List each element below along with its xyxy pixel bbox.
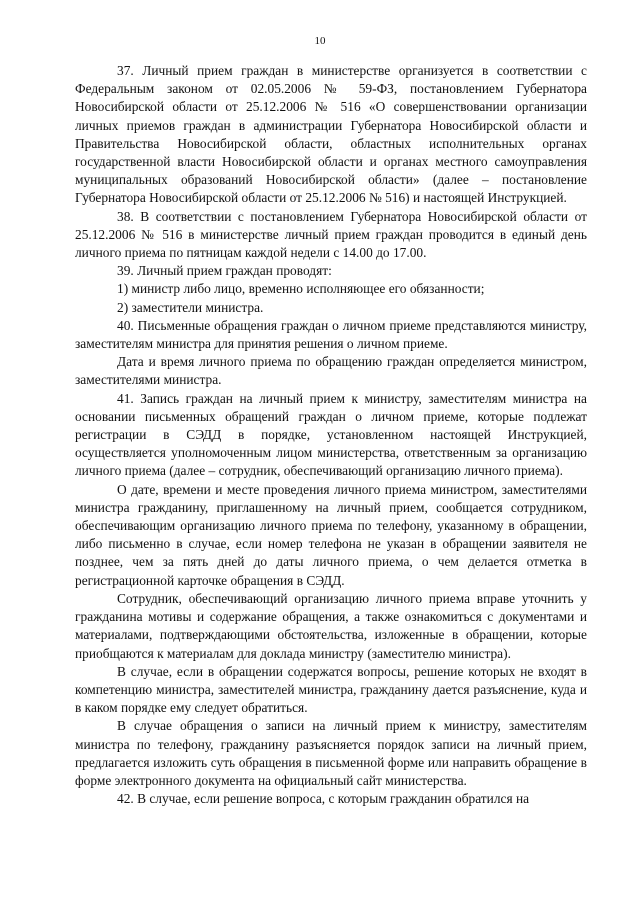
paragraph-41-clarification: Сотрудник, обеспечивающий организацию личного приема вправе уточнить у гражданина мотивы и содержание обращения, а также ознакомиться с документами и материалами, подтверждающими обстоятельства, изложенные в обращении, которые приобщаются к материалам для доклада министру (заместителю министра).: [75, 590, 587, 661]
list-item-2: 2) заместители министра.: [117, 299, 264, 315]
paragraph-40: 40. Письменные обращения граждан о личном приеме представляются министру, заместителям министра для принятия решения о личном приеме.: [75, 317, 587, 352]
list-item-1: 1) министр либо лицо, временно исполняющее его обязанности;: [117, 281, 485, 297]
paragraph-40-date: Дата и время личного приема по обращению граждан определяется министром, заместителями министра.: [75, 354, 587, 388]
document-body: [75, 62, 587, 808]
paragraph-37: 37. Личный прием граждан в министерстве организуется в соответствии с Федеральным законом от 02.05.2006 № 59-ФЗ, постановлением Губернатора Новосибирской области от 25.12.2006 № 516 «О совершенствовании организации личных приемов граждан в администрации Губернатора Новосибирской области и Правительства Новосибирской области, областных исполнительных органах государственной власти Новосибирской области и органах местного самоуправления муниципальных образований Новосибирской области» (далее – постановление Губернатора Новосибирской области от 25.12.2006 № 516) и настоящей Инструкцией.: [75, 63, 587, 206]
paragraph-41-competence: В случае, если в обращении содержатся вопросы, решение которых не входят в компетенцию министра, заместителей министра, гражданину дается разъяснение, куда и в каком порядке ему следует обратиться.: [75, 663, 587, 716]
paragraph-41-notification: О дате, времени и месте проведения личного приема министром, заместителями министра гражданину, приглашенному на личный прием, сообщается сотрудником, обеспечивающим организацию личного приема по телефону, указанному в обращении, либо письменно в случае, если номер телефона не указан в обращении заявителя не позднее, чем за пять дней до даты личного приема, о чем делается отметка в регистрационной карточке обращения в СЭДД.: [75, 481, 587, 588]
paragraph-38: 38. В соответствии с постановлением Губернатора Новосибирской области от 25.12.2006 № 516 в министерстве личный прием граждан проводится в единый день личного приема по пятницам каждой недели с 14.00 до 17.00.: [75, 208, 587, 261]
paragraph-42: 42. В случае, если решение вопроса, с которым гражданин обратился на: [117, 791, 530, 807]
paragraph-41: 41. Запись граждан на личный прием к министру, заместителям министра на основании письменных обращений граждан о личном приеме, которые подлежат регистрации в СЭДД в порядке, установленном настоящей Инструкцией, осуществляется уполномоченным лицом министерства, ответственным за организацию личного приема (далее – сотрудник, обеспечивающий организацию личного приема).: [75, 390, 587, 479]
page-number: 10: [314, 35, 326, 47]
paragraph-39: 39. Личный прием граждан проводят:: [117, 263, 332, 279]
paragraph-41-phone: В случае обращения о записи на личный прием к министру, заместителям министра по телефону, гражданину разъясняется порядок записи на личный прием, предлагается изложить суть обращения в письменной форме или направить обращение в форме электронного документа на официальный сайт министерства.: [75, 718, 587, 788]
